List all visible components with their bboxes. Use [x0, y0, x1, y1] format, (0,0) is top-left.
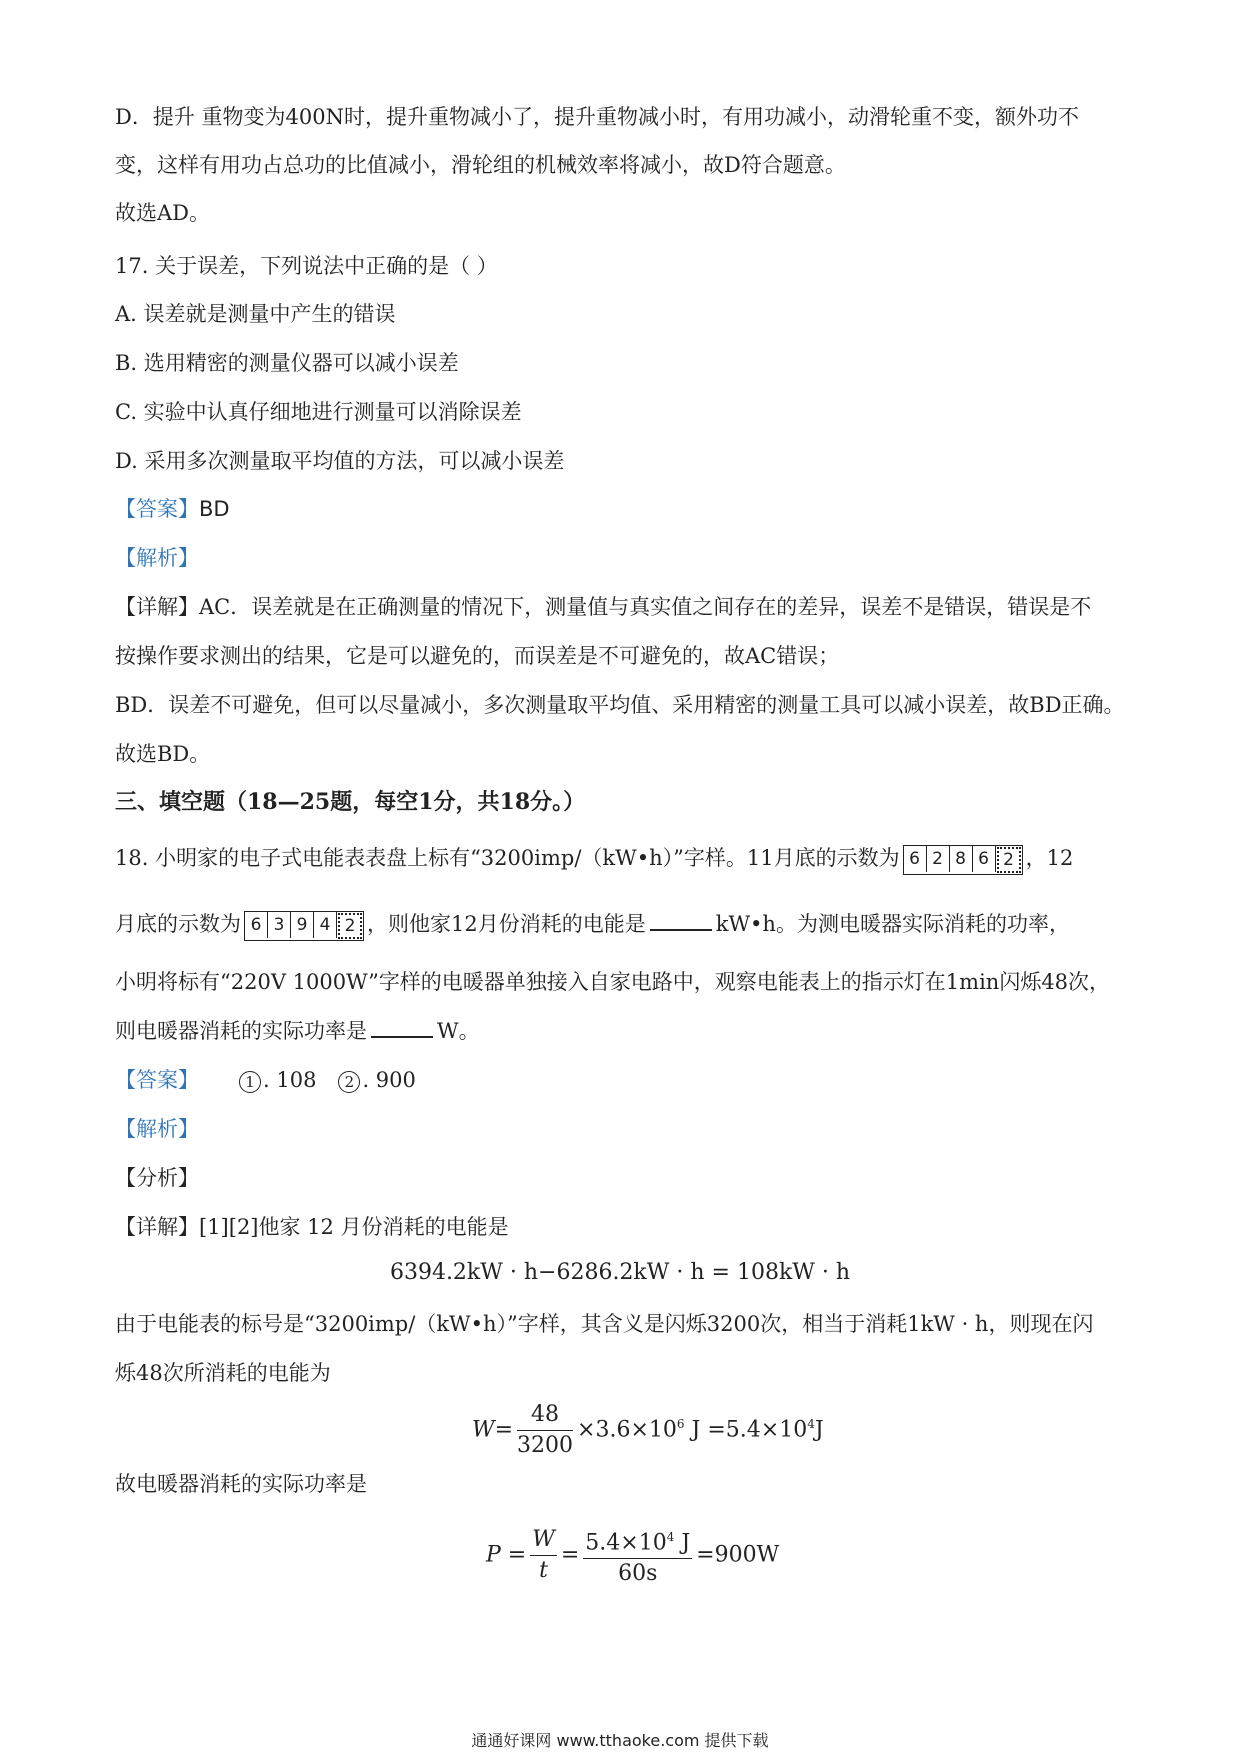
detail-text: [1][2]他家 12 月份消耗的电能是 [199, 1215, 509, 1239]
prev-d-line1: D．提升 重物变为400N时，提升重物减小了，提升重物减小时，有用功减小，动滑轮重不变，额外功不 [115, 105, 1079, 129]
q17-detail-line3: BD．误差不可避免，但可以尽量减小，多次测量取平均值、采用精密的测量工具可以减小误差，故BD正确。 [115, 693, 1125, 717]
eq2-exp2: 4 [807, 1417, 815, 1432]
eq2-exp1: 6 [676, 1417, 685, 1432]
frac-numerator: 48 [517, 1400, 573, 1431]
q17-detail-line2: 按操作要求测出的结果，它是可以避免的，而误差是不可避免的，故AC错误； [115, 644, 840, 668]
eq3-num2-exp: 4 [666, 1530, 675, 1544]
frac-denominator: 3200 [517, 1433, 574, 1458]
answer-label: 【答案】 [115, 497, 199, 521]
detail-label: 【详解】 [115, 595, 199, 619]
meter-digit: 2 [927, 846, 950, 872]
equation-power [486, 1522, 779, 1589]
q17-stem: 17. 关于误差，下列说法中正确的是（ ） [115, 254, 498, 278]
frac-denominator: t [539, 1558, 548, 1584]
eq2-lhs: W= [472, 1417, 514, 1443]
eq3-result: =900W [696, 1542, 780, 1568]
answer-label: 【答案】 [115, 1068, 199, 1092]
eq2-end: J [814, 1417, 824, 1443]
equation-w [472, 1400, 824, 1461]
eq3-lhs: P = [486, 1542, 527, 1568]
meter-decimal-digit: 2 [338, 913, 362, 939]
q18-fenxi-label: 【分析】 [115, 1166, 199, 1190]
q18-answer [115, 1065, 416, 1095]
frac-numerator: W [530, 1525, 557, 1556]
meter-november [903, 845, 1023, 875]
frac-numerator [583, 1522, 692, 1559]
frac-denominator: 60s [618, 1561, 658, 1587]
q18-line3: 小明将标有“220V 1000W”字样的电暖器单独接入自家电路中，观察电能表上的指示灯在1min闪烁48次， [115, 970, 1111, 994]
q17-option-b: B. 选用精密的测量仪器可以减小误差 [115, 351, 459, 375]
page-footer: 通通好课网 www.tthaoke.com 提供下载 [471, 1731, 769, 1750]
q18-line1-end: ，12 [1025, 846, 1074, 870]
q17-option-d: D. 采用多次测量取平均值的方法，可以减小误差 [115, 449, 565, 473]
q18-line2-end: kW•h。为测电暖器实际消耗的功率， [715, 912, 1070, 936]
q17-detail-line1 [115, 592, 1091, 622]
eq3-num2-pre: 5.4×10 [585, 1530, 667, 1556]
q17-analysis-label: 【解析】 [115, 546, 199, 570]
meter-digit: 6 [973, 846, 996, 872]
answer-value-1: . 108 [263, 1068, 317, 1092]
q17-option-c: C. 实验中认真仔细地进行测量可以消除误差 [115, 400, 522, 424]
meter-digit: 3 [268, 912, 291, 938]
prev-conclusion: 故选AD。 [115, 201, 211, 225]
equation-energy: 6394.2kW · h−6286.2kW · h = 108kW · h [389, 1260, 851, 1285]
circled-number-2: 2 [338, 1071, 360, 1093]
detail-text: AC．误差就是在正确测量的情况下，测量值与真实值之间存在的差异，误差不是错误，错误是不 [199, 595, 1092, 619]
meter-december [244, 911, 364, 941]
answer-value-2: . 900 [362, 1068, 416, 1092]
circled-number-1: 1 [239, 1071, 261, 1093]
meter-digit: 6 [904, 846, 927, 872]
fraction-w-t [530, 1525, 557, 1586]
answer-blank-1 [650, 909, 712, 931]
q18-line2-mid: ，则他家12月份消耗的电能是 [367, 912, 646, 936]
q17-option-a: A. 误差就是测量中产生的错误 [115, 302, 396, 326]
fraction-energy-time [583, 1522, 692, 1589]
q18-detail [115, 1212, 509, 1242]
q18-explain-line1: 由于电能表的标号是“3200imp/（kW•h）”字样，其含义是闪烁3200次，相当于消耗1kW · h，则现在闪 [115, 1312, 1094, 1336]
meter-digit: 8 [950, 846, 973, 872]
section3-title: 三、填空题（18—25题，每空1分，共18分。） [115, 789, 586, 815]
eq3-num2-post: J [674, 1530, 691, 1556]
q18-line1-text: 18. 小明家的电子式电能表表盘上标有“3200imp/（kW•h）”字样。11月底的示数为 [115, 846, 900, 870]
q18-line2-text: 月底的示数为 [115, 912, 241, 936]
eq2-unit: J =5.4×10 [684, 1417, 808, 1443]
meter-decimal-digit: 2 [997, 847, 1021, 873]
answer-value: BD [199, 497, 230, 521]
q18-analysis-label: 【解析】 [115, 1117, 199, 1141]
eq2-mid: ×3.6×10 [577, 1417, 677, 1443]
q18-line1 [115, 843, 1073, 875]
meter-digit: 6 [245, 912, 268, 938]
q17-answer [115, 494, 230, 524]
q17-conclusion: 故选BD。 [115, 742, 211, 766]
answer-blank-2 [371, 1016, 433, 1038]
meter-digit: 9 [291, 912, 314, 938]
detail-label: 【详解】 [115, 1215, 199, 1239]
q18-line4-end: W。 [437, 1019, 480, 1043]
fraction-48-3200 [517, 1400, 573, 1461]
meter-digit: 4 [314, 912, 337, 938]
prev-d-line2: 变，这样有用功占总功的比值减小，滑轮组的机械效率将减小，故D符合题意。 [115, 153, 846, 177]
q18-line2 [115, 909, 1070, 941]
q18-line4 [115, 1016, 480, 1046]
q18-line4-text: 则电暖器消耗的实际功率是 [115, 1019, 367, 1043]
q18-explain-line2: 烁48次所消耗的电能为 [115, 1361, 331, 1385]
q18-power-intro: 故电暖器消耗的实际功率是 [115, 1472, 367, 1496]
eq3-equals: = [560, 1542, 580, 1568]
